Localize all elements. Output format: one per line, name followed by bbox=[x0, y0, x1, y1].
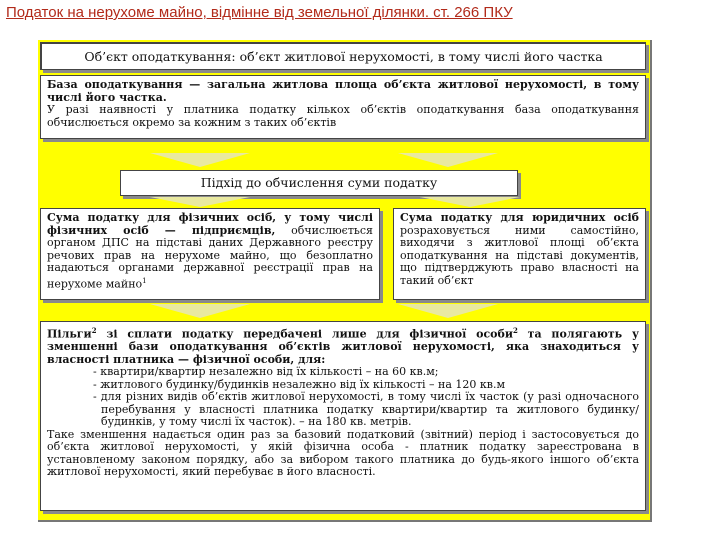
physical-persons-heading: Сума податку для фізичних осіб, у тому числі фізичних осіб — підприємців, bbox=[47, 211, 373, 237]
page-title: Податок на нерухоме майно, відмінне від земельної ділянки. ст. 266 ПКУ bbox=[6, 4, 513, 21]
arrow-approach-right bbox=[420, 197, 520, 207]
arrow-down-left bbox=[150, 153, 250, 167]
tax-base-box bbox=[40, 75, 646, 139]
legal-entities-heading: Сума податку для юридичних осіб bbox=[400, 211, 639, 224]
arrow-approach-left bbox=[150, 197, 250, 207]
tax-base-definition: База оподаткування — загальна житлова площа об’єкта житлової нерухомості, в тому числі його частка. bbox=[47, 78, 639, 104]
arrow-benefit-left bbox=[150, 304, 250, 318]
benefits-box bbox=[40, 321, 646, 511]
footnote-marker: 2 bbox=[91, 326, 97, 335]
tax-object-box bbox=[40, 42, 646, 70]
benefits-footer: Таке зменшення надається один раз за базовий податковий (звітний) період і застосовується до об’єкта житлової нерухомості, у якій фізична особа - платник податку зареєстрована в установленому законом порядку, або за вибором такого платника до будь-якого іншого об’єкта житлової нерухомості, який перебуває в його власності. bbox=[47, 427, 639, 479]
benefits-heading-start: Пільги bbox=[47, 327, 92, 341]
legal-entities-text: розраховується ними самостійно, виходячи з житлової площі об’єкта оподаткування на підставі документів, що підтверджують право власності на такий об’єкт bbox=[400, 223, 639, 287]
legal-entities-box bbox=[393, 208, 646, 300]
benefits-heading bbox=[47, 325, 639, 366]
physical-persons-box bbox=[40, 208, 380, 300]
benefits-heading-end: та полягають у зменшенні бази оподаткування об’єктів житлової нерухомості, яка знаходиться у власності платника — фізичної особи, для: bbox=[47, 327, 639, 366]
arrow-benefit-right bbox=[398, 304, 498, 318]
arrow-down-right bbox=[398, 153, 498, 167]
physical-persons-text: обчислюється органом ДПС на підставі даних Державного реєстру речових прав на нерухоме майно, що безоплатно надаються органами державної реєстрації прав на нерухоме майно bbox=[47, 223, 373, 291]
footnote-marker: 2 bbox=[513, 326, 518, 335]
benefit-item: - для різних видів об’єктів житлової нерухомості, в тому числі їх часток (у разі одночасного перебування у власності платника податку квартири/квартир та житлового будинку/будинків, у тому числі їх часток). – на 180 кв. метрів. bbox=[93, 390, 639, 429]
tax-base-note: У разі наявності у платника податку кількох об’єктів оподаткування база оподаткування обчислюється окремо за кожним з таких об’єктів bbox=[47, 103, 639, 129]
benefits-heading-mid: зі сплати податку передбачені лише для фізичної особи bbox=[96, 327, 513, 341]
approach-box bbox=[120, 170, 518, 196]
benefit-item: - квартири/квартир незалежно від їх кількості – на 60 кв.м; bbox=[93, 365, 439, 379]
benefit-item: - житлового будинку/будинків незалежно від їх кількості – на 120 кв.м bbox=[93, 377, 506, 391]
tax-object-text: Об’єкт оподаткування: об’єкт житлової нерухомості, в тому числі його частка bbox=[84, 49, 603, 64]
footnote-marker: 1 bbox=[142, 276, 147, 285]
approach-text: Підхід до обчислення суми податку bbox=[200, 175, 438, 190]
